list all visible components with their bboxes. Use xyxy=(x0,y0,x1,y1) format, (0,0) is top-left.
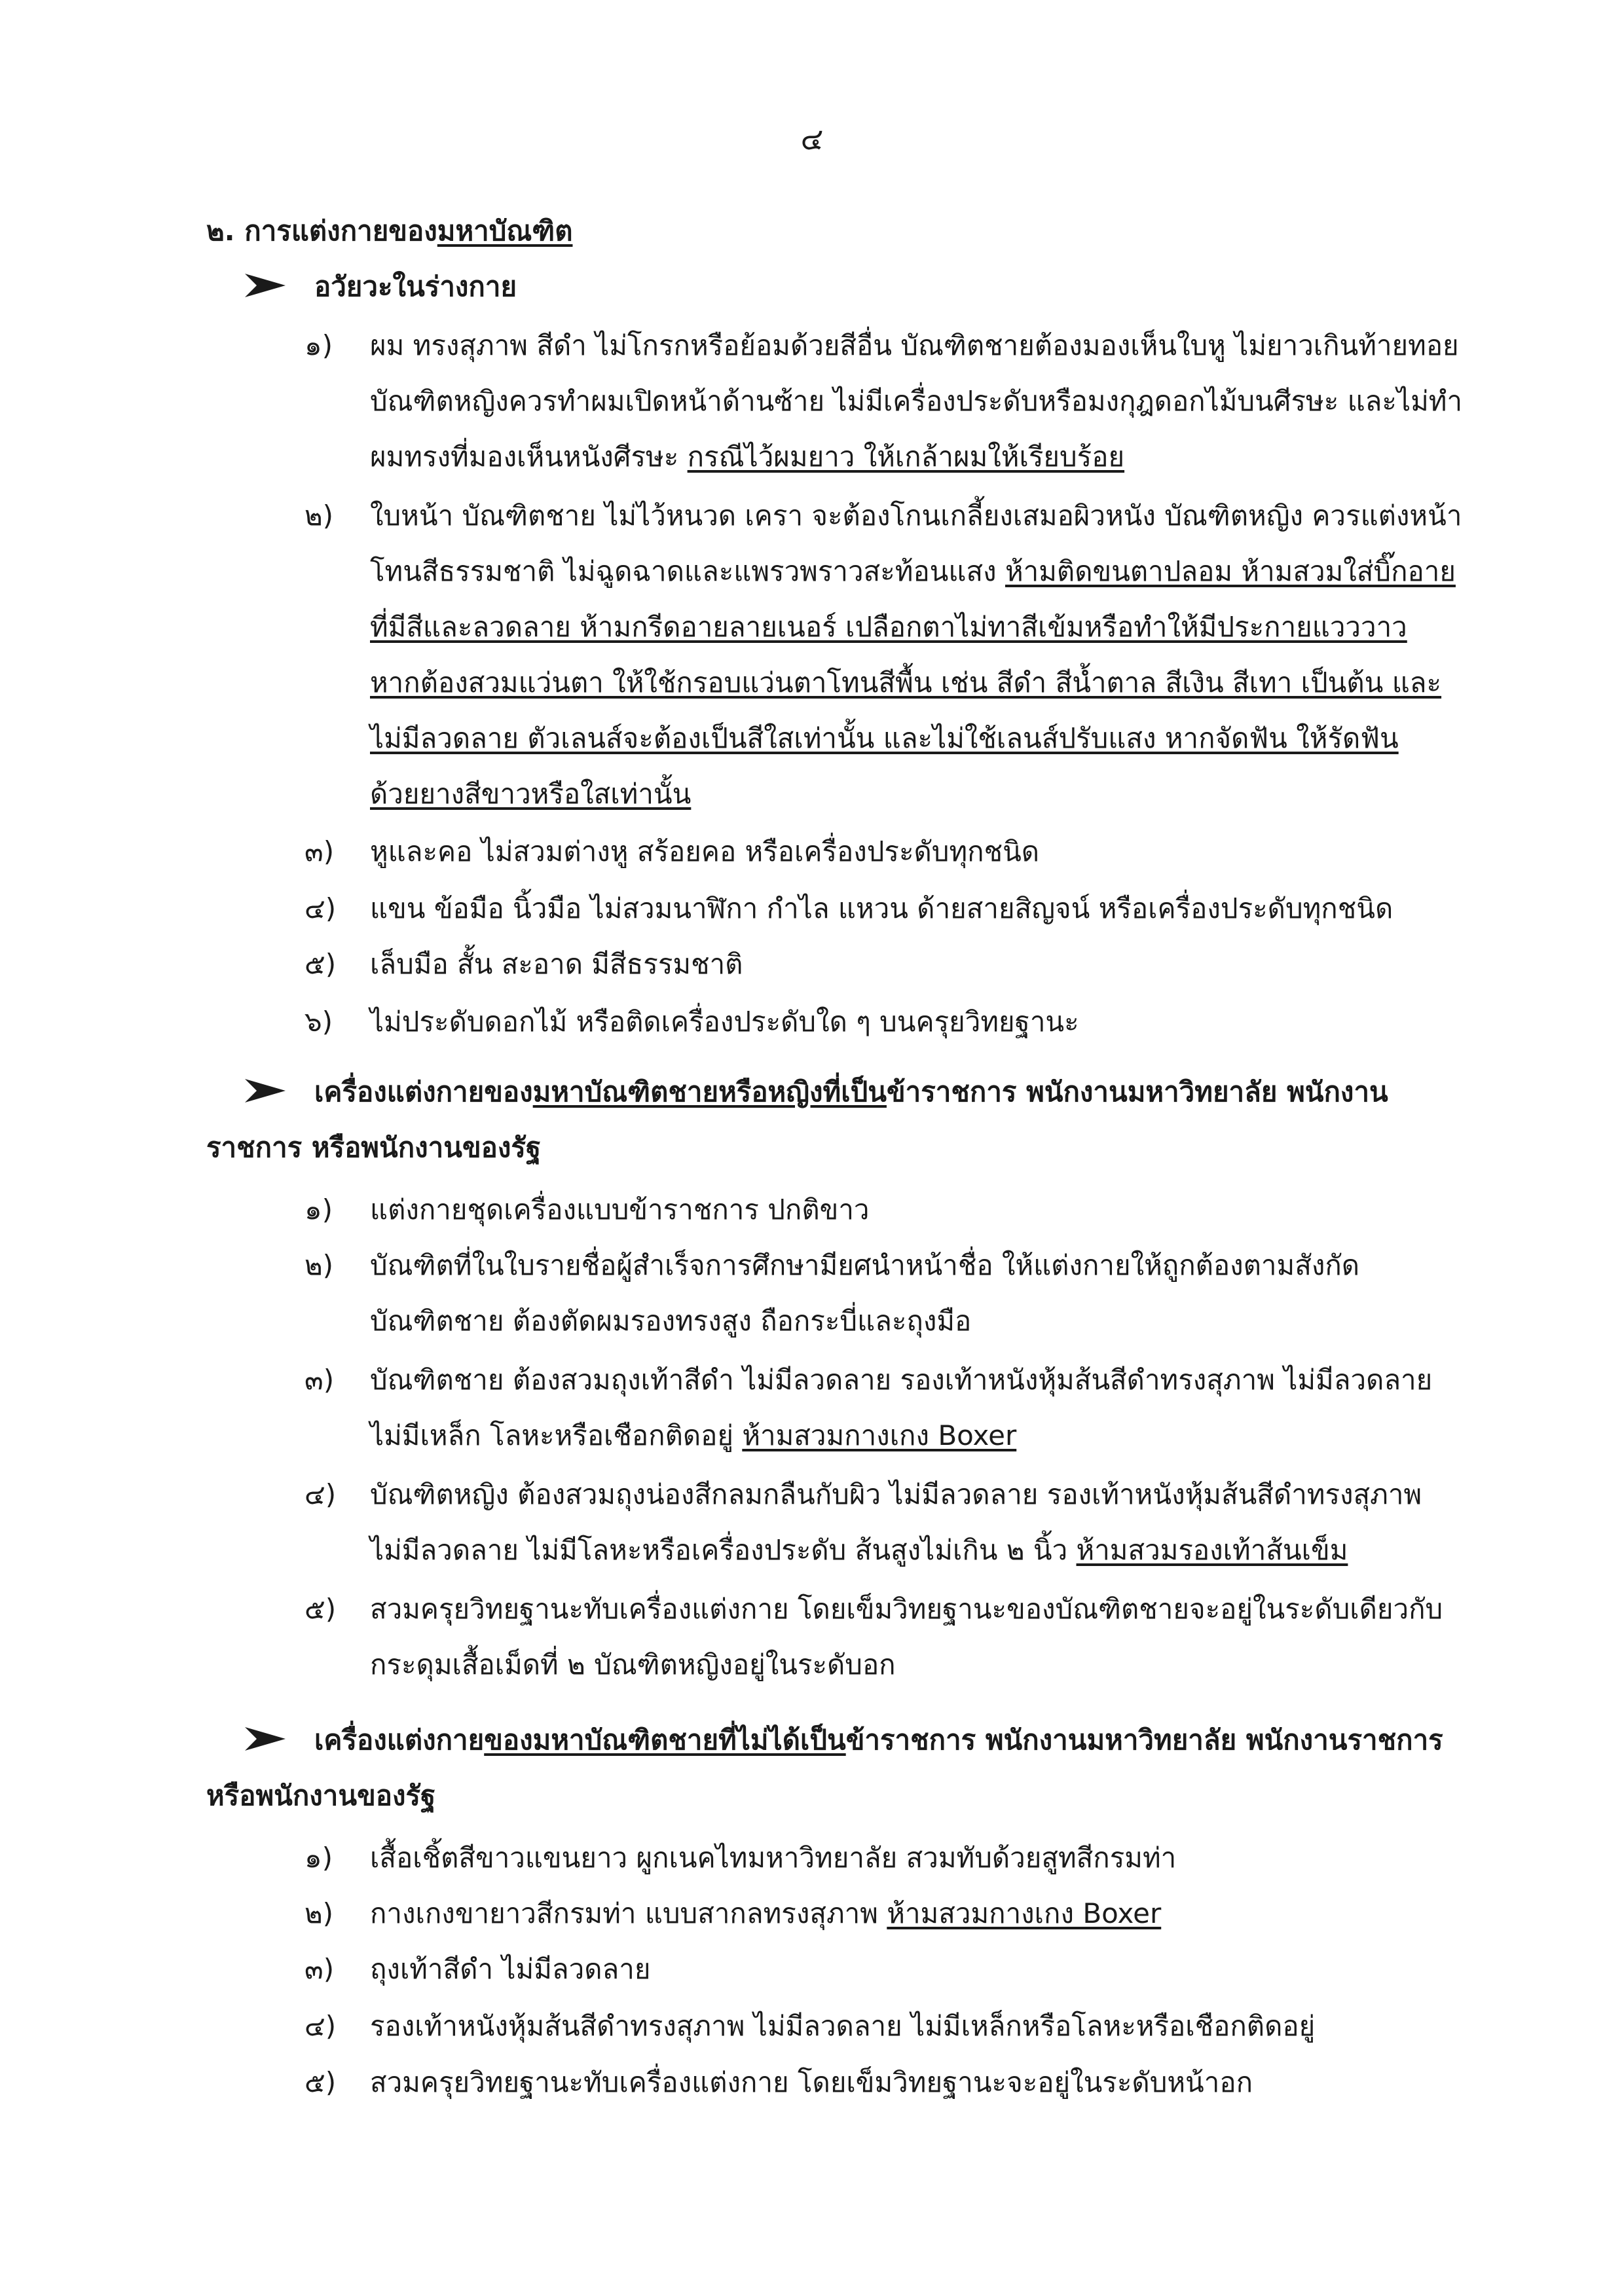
item-text: เล็บมือ สั้น สะอาด มีสีธรรมชาติ xyxy=(370,948,743,980)
item-text-part: ไม่มีเหล็ก โลหะหรือเชือกติดอยู่ xyxy=(370,1419,743,1451)
item-text: สวมครุยวิทยฐานะทับเครื่องแต่งกาย โดยเข็มวิทยฐานะจะอยู่ในระดับหน้าอก xyxy=(370,2066,1253,2098)
g3-heading-underlined: ของมหาบัณฑิตชายที่ไม่ได้เป็น xyxy=(484,1724,846,1756)
item-text: สวมครุยวิทยฐานะทับเครื่องแต่งกาย โดยเข็มวิทยฐานะของบัณฑิตชายจะอยู่ในระดับเดียวกับ xyxy=(370,1593,1443,1625)
item-text xyxy=(370,1892,1161,1935)
item-text xyxy=(370,606,1407,649)
item-number: ๓) xyxy=(304,835,335,867)
item-number: ๓) xyxy=(304,1953,335,1985)
item-number: ๑) xyxy=(304,329,333,361)
item-text xyxy=(370,1414,1016,1457)
item-text: แขน ข้อมือ นิ้วมือ ไม่สวมนาฬิกา กำไล แหวน ด้ายสายสิญจน์ หรือเครื่องประดับทุกชนิด xyxy=(370,892,1393,924)
item-text-part: ผมทรงที่มองเห็นหนังศีรษะ xyxy=(370,441,688,473)
g1-heading-text: อวัยวะในร่างกาย xyxy=(314,270,517,302)
item-text xyxy=(370,717,1399,760)
item-text xyxy=(370,661,1441,704)
item-text: เสื้อเชิ้ตสีขาวแขนยาว ผูกเนคไทมหาวิทยาลัย สวมทับด้วยสูทสีกรมท่า xyxy=(370,1842,1177,1874)
item-text: บัณฑิตหญิง ต้องสวมถุงน่องสีกลมกลืนกับผิว ไม่มีลวดลาย รองเท้าหนังหุ้มส้นสีดำทรงสุภาพ xyxy=(370,1478,1422,1510)
item-text-underlined: ห้ามสวมกางเกง Boxer xyxy=(887,1897,1162,1929)
item-number: ๑) xyxy=(304,1194,333,1226)
item-text: ผม ทรงสุภาพ สีดำ ไม่โกรกหรือย้อมด้วยสีอื่น บัณฑิตชายต้องมองเห็นใบหู ไม่ยาวเกินท้ายทอย xyxy=(370,329,1459,361)
item-text xyxy=(370,773,691,816)
item-text-underlined: ห้ามติดขนตาปลอม ห้ามสวมใส่บิ๊กอาย xyxy=(1005,555,1456,587)
item-text-underlined: ที่มีสีและลวดลาย ห้ามกรีดอายลายเนอร์ เปลือกตาไม่ทาสีเข้มหรือทำให้มีประกายแวววาว xyxy=(370,611,1407,643)
section-title-text: ๒. การแต่งกายของ xyxy=(206,215,437,247)
item-text: ถุงเท้าสีดำ ไม่มีลวดลาย xyxy=(370,1953,651,1985)
item-text: บัณฑิตที่ในใบรายชื่อผู้สำเร็จการศึกษามียศนำหน้าชื่อ ให้แต่งกายให้ถูกต้องตามสังกัด xyxy=(370,1249,1360,1281)
section-title-underlined: มหาบัณฑิต xyxy=(437,215,573,247)
item-number: ๒) xyxy=(304,1249,334,1281)
item-number: ๒) xyxy=(304,500,334,532)
arrow-bullet-icon xyxy=(242,1076,288,1105)
item-text xyxy=(370,1529,1348,1572)
g2-heading xyxy=(242,1070,1388,1114)
g2-heading-text: ข้าราชการ พนักงานมหาวิทยาลัย พนักงาน xyxy=(886,1076,1388,1108)
item-text-underlined: ห้ามสวมรองเท้าส้นเข็ม xyxy=(1076,1534,1348,1566)
item-text: บัณฑิตชาย ต้องสวมถุงเท้าสีดำ ไม่มีลวดลาย รองเท้าหนังหุ้มส้นสีดำทรงสุภาพ ไม่มีลวดลาย xyxy=(370,1364,1433,1396)
g1-heading xyxy=(242,265,517,308)
item-text-part: ไม่มีลวดลาย ไม่มีโลหะหรือเครื่องประดับ ส้นสูงไม่เกิน ๒ นิ้ว xyxy=(370,1534,1077,1566)
item-number: ๓) xyxy=(304,1364,335,1396)
g2-heading-cont: ราชการ หรือพนักงานของรัฐ xyxy=(206,1131,542,1163)
item-text-underlined: ไม่มีลวดลาย ตัวเลนส์จะต้องเป็นสีใสเท่านั้น และไม่ใช้เลนส์ปรับแสง หากจัดฟัน ให้รัดฟัน xyxy=(370,722,1399,754)
item-text: บัณฑิตหญิงควรทำผมเปิดหน้าด้านซ้าย ไม่มีเครื่องประดับหรือมงกุฎดอกไม้บนศีรษะ และไม่ทำ xyxy=(370,385,1463,417)
g3-heading-cont: หรือพนักงานของรัฐ xyxy=(206,1779,436,1812)
item-number: ๑) xyxy=(304,1842,333,1874)
item-text: แต่งกายชุดเครื่องแบบข้าราชการ ปกติขาว xyxy=(370,1194,870,1226)
item-number: ๔) xyxy=(304,2010,337,2042)
item-number: ๔) xyxy=(304,1478,337,1510)
item-text-underlined: หากต้องสวมแว่นตา ให้ใช้กรอบแว่นตาโทนสีพื้น เช่น สีดำ สีน้ำตาล สีเงิน สีเทา เป็นต้น และ xyxy=(370,666,1442,699)
item-text-part: โทนสีธรรมชาติ ไม่ฉูดฉาดและแพรวพราวสะท้อนแสง xyxy=(370,555,1005,587)
item-text: ใบหน้า บัณฑิตชาย ไม่ไว้หนวด เครา จะต้องโกนเกลี้ยงเสมอผิวหนัง บัณฑิตหญิง ควรแต่งหน้า xyxy=(370,500,1462,532)
item-text: รองเท้าหนังหุ้มส้นสีดำทรงสุภาพ ไม่มีลวดลาย ไม่มีเหล็กหรือโลหะหรือเชือกติดอยู่ xyxy=(370,2010,1316,2042)
page-number: ๔ xyxy=(800,121,824,156)
item-text-underlined: กรณีไว้ผมยาว ให้เกล้าผมให้เรียบร้อย xyxy=(687,441,1125,473)
item-text: ไม่ประดับดอกไม้ หรือติดเครื่องประดับใด ๆ บนครุยวิทยฐานะ xyxy=(370,1006,1079,1038)
item-text-part: กางเกงขายาวสีกรมท่า แบบสากลทรงสุภาพ xyxy=(370,1897,887,1929)
item-number: ๕) xyxy=(304,948,337,980)
item-text xyxy=(370,550,1456,593)
item-text: บัณฑิตชาย ต้องตัดผมรองทรงสูง ถือกระบี่และถุงมือ xyxy=(370,1305,972,1337)
g3-heading-text: ข้าราชการ พนักงานมหาวิทยาลัย พนักงานราชการ xyxy=(845,1724,1443,1756)
item-number: ๖) xyxy=(304,1006,333,1038)
arrow-bullet-icon xyxy=(242,1724,288,1753)
section-title xyxy=(206,210,572,253)
item-number: ๕) xyxy=(304,1593,337,1625)
g2-heading-text: เครื่องแต่งกายของ xyxy=(314,1076,533,1108)
item-text: หูและคอ ไม่สวมต่างหู สร้อยคอ หรือเครื่องประดับทุกชนิด xyxy=(370,835,1040,867)
item-number: ๔) xyxy=(304,892,337,924)
item-text xyxy=(370,435,1124,479)
g3-heading xyxy=(242,1719,1443,1762)
g2-heading-underlined: มหาบัณฑิตชายหรือหญิงที่เป็น xyxy=(532,1076,887,1108)
item-text-underlined: ห้ามสวมกางเกง Boxer xyxy=(742,1419,1017,1451)
item-text: กระดุมเสื้อเม็ดที่ ๒ บัณฑิตหญิงอยู่ในระดับอก xyxy=(370,1649,896,1681)
item-text-underlined: ด้วยยางสีขาวหรือใสเท่านั้น xyxy=(370,778,692,810)
arrow-bullet-icon xyxy=(242,271,288,300)
g3-heading-text: เครื่องแต่งกาย xyxy=(314,1724,485,1756)
item-number: ๒) xyxy=(304,1897,334,1929)
item-number: ๕) xyxy=(304,2066,337,2098)
